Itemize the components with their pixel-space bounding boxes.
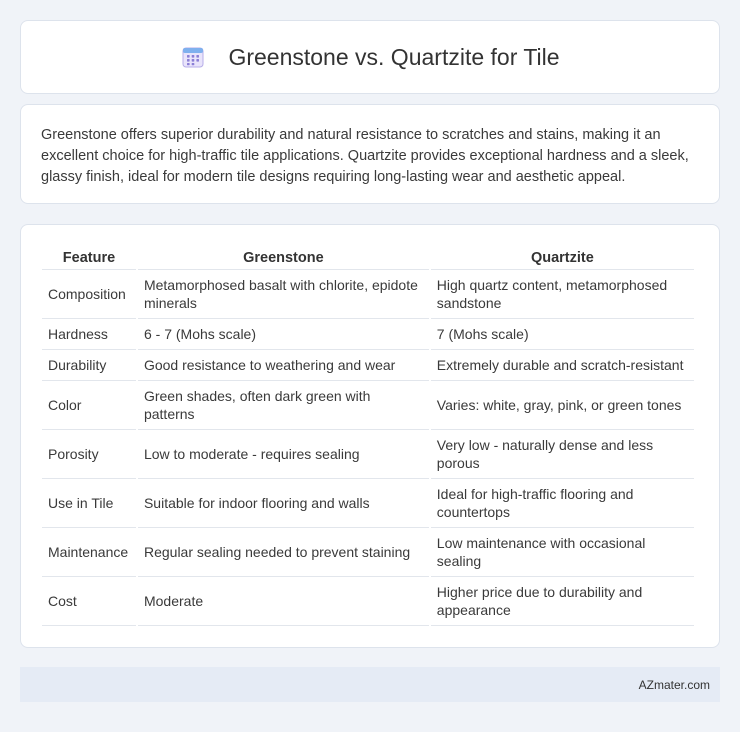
table-row xyxy=(42,319,694,350)
feature-cell: Cost xyxy=(42,577,136,626)
calendar-grid-icon xyxy=(180,44,206,70)
greenstone-cell: Metamorphosed basalt with chlorite, epidote minerals xyxy=(138,270,429,319)
quartzite-cell: Varies: white, gray, pink, or green tones xyxy=(431,381,694,430)
intro-card xyxy=(20,104,720,204)
footer-bar xyxy=(20,667,720,702)
greenstone-cell: Low to moderate - requires sealing xyxy=(138,430,429,479)
greenstone-cell: Suitable for indoor flooring and walls xyxy=(138,479,429,528)
header-quartzite: Quartzite xyxy=(431,245,694,270)
greenstone-cell: Moderate xyxy=(138,577,429,626)
quartzite-cell: 7 (Mohs scale) xyxy=(431,319,694,350)
table-row xyxy=(42,381,694,430)
header-feature: Feature xyxy=(42,245,136,270)
intro-paragraph: Greenstone offers superior durability and natural resistance to scratches and stains, making it an excellent choice for high-traffic tile applications. Quartzite provides exceptional hardness and a sleek, glassy finish, ideal for modern tile designs requiring long-lasting wear and aesthetic appeal. xyxy=(41,127,689,185)
footer-site-name: AZmater.com xyxy=(638,677,710,692)
quartzite-cell: Higher price due to durability and appearance xyxy=(431,577,694,626)
table-row xyxy=(42,528,694,577)
greenstone-cell: Regular sealing needed to prevent staining xyxy=(138,528,429,577)
table-row xyxy=(42,577,694,626)
quartzite-cell: Very low - naturally dense and less porous xyxy=(431,430,694,479)
table-header-row xyxy=(42,245,694,270)
greenstone-cell: Good resistance to weathering and wear xyxy=(138,350,429,381)
feature-cell: Color xyxy=(42,381,136,430)
feature-cell: Porosity xyxy=(42,430,136,479)
title-card xyxy=(20,20,720,94)
quartzite-cell: High quartz content, metamorphosed sandstone xyxy=(431,270,694,319)
feature-cell: Composition xyxy=(42,270,136,319)
quartzite-cell: Ideal for high-traffic flooring and countertops xyxy=(431,479,694,528)
quartzite-cell: Extremely durable and scratch-resistant xyxy=(431,350,694,381)
comparison-table-card xyxy=(20,224,720,648)
table-row xyxy=(42,270,694,319)
comparison-table xyxy=(40,245,696,626)
table-row xyxy=(42,350,694,381)
page-title: Greenstone vs. Quartzite for Tile xyxy=(228,43,560,70)
table-row xyxy=(42,479,694,528)
greenstone-cell: Green shades, often dark green with patterns xyxy=(138,381,429,430)
feature-cell: Use in Tile xyxy=(42,479,136,528)
title-wrap xyxy=(180,44,559,71)
quartzite-cell: Low maintenance with occasional sealing xyxy=(431,528,694,577)
feature-cell: Maintenance xyxy=(42,528,136,577)
header-greenstone: Greenstone xyxy=(138,245,429,270)
table-row xyxy=(42,430,694,479)
greenstone-cell: 6 - 7 (Mohs scale) xyxy=(138,319,429,350)
feature-cell: Hardness xyxy=(42,319,136,350)
feature-cell: Durability xyxy=(42,350,136,381)
